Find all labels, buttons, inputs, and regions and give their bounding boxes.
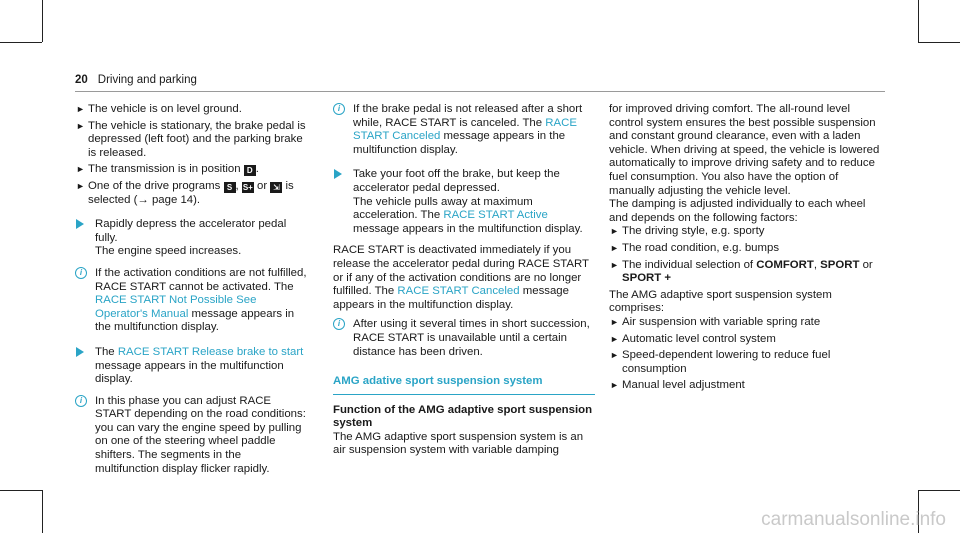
list-item: ► Automatic level control system	[610, 332, 776, 345]
list-item: ► Air suspension with variable spring rate	[610, 315, 821, 328]
body-paragraph: for improved driving comfort. The all-round level control system ensures the best possible suspension and constant ground clearance, even with a laden vehicle. When driving at speed, the vehicle is lowered automatically to improve driving safety and to reduce fuel consumption. You also have the option of manually adjusting the vehicle level.	[609, 103, 880, 197]
info-note: i In this phase you can adjust RACE START depending on the road conditions: you can vary the engine speed by pulling on one of the steering wheel paddle shifters. The segments in the multifunction display flicker rapidly.	[75, 395, 307, 477]
body-paragraph: The AMG adaptive sport suspension system is an air suspension system with variable damping	[333, 430, 584, 457]
crop-mark	[918, 490, 960, 491]
list-item: ► The road condition, e.g. bumps	[610, 241, 780, 254]
info-note: i If the activation conditions are not fulfilled, RACE START cannot be activated. The RACE START Not Possible See Operator's Manual message appears in the multifunction display.	[75, 267, 307, 335]
body-paragraph: The damping is adjusted individually to each wheel and depends on the following factors:	[609, 198, 866, 224]
crop-mark	[918, 0, 919, 42]
crop-mark	[0, 42, 42, 43]
body-paragraph: RACE START is deactivated immediately if you release the accelerator pedal during RACE START or if any of the activation conditions are no longer fulfilled. The RACE START Canceled message appears in the multifunction display.	[333, 244, 589, 311]
info-icon: i	[333, 318, 345, 330]
display-message: RACE START Not Possible See Operator's Manual	[95, 294, 257, 320]
list-item: ► Speed-dependent lowering to reduce fuel consumption	[610, 349, 831, 375]
display-message: RACE START Canceled	[353, 116, 577, 143]
info-icon: i	[75, 267, 87, 279]
drive-key-d: D	[244, 165, 256, 176]
list-item: ► One of the drive programs S , S+ or ⇲ is selected (→ page 14).	[76, 179, 294, 206]
page-number: 20	[75, 74, 88, 86]
step-arrow-icon	[76, 219, 84, 229]
step-arrow-icon	[76, 347, 84, 357]
list-item: ► The transmission is in position D .	[76, 163, 259, 176]
crop-mark	[42, 0, 43, 42]
display-message: RACE START Release brake to start	[117, 345, 304, 358]
column-right	[609, 103, 885, 396]
crop-mark	[918, 42, 960, 43]
info-icon: i	[75, 395, 87, 407]
list-item: ► The vehicle is stationary, the brake pedal is depressed (left foot) and the parking brake is released.	[76, 119, 306, 159]
list-item: ► The individual selection of COMFORT, SPORT or SPORT +	[610, 258, 873, 285]
step-arrow-icon	[334, 169, 342, 179]
list-item: ► Manual level adjustment	[610, 379, 745, 392]
body-paragraph: The AMG adaptive sport suspension system comprises:	[609, 288, 832, 315]
info-note: i After using it several times in short succession, RACE START is unavailable until a certain distance has been driven.	[333, 318, 595, 359]
instruction-step: The RACE START Release brake to start message appears in the multifunction display.	[75, 346, 307, 387]
program-key-s: S	[224, 182, 236, 193]
program-key-s-plus: S+	[242, 182, 253, 192]
page-header	[75, 74, 197, 88]
instruction-step: Take your foot off the brake, but keep the accelerator pedal depressed. The vehicle pulls away at maximum acceleration. The RACE START Active message appears in the multifunction display.	[333, 168, 595, 236]
column-middle	[333, 103, 595, 458]
column-left	[75, 103, 307, 484]
subsection-heading: Function of the AMG adaptive sport suspension system	[333, 403, 593, 430]
crop-mark	[0, 490, 42, 491]
display-message: RACE START Active	[443, 209, 548, 222]
section-name: Driving and parking	[97, 74, 197, 86]
info-icon: i	[333, 103, 345, 115]
watermark: carmanualsonline.info	[761, 509, 946, 531]
crop-mark	[42, 490, 43, 533]
program-key-race: ⇲	[270, 182, 282, 193]
list-item: ► The vehicle is on level ground.	[76, 103, 242, 115]
info-note: i If the brake pedal is not released after a short while, RACE START is canceled. The RACE START Canceled message appears in the multifunction display.	[333, 103, 595, 157]
header-divider	[75, 91, 885, 92]
instruction-step: Rapidly depress the accelerator pedal fully. The engine speed increases.	[75, 218, 307, 259]
section-title: AMG adative sport suspension system	[333, 375, 595, 395]
list-item: ► The driving style, e.g. sporty	[610, 225, 765, 238]
display-message: RACE START Canceled	[397, 285, 520, 298]
